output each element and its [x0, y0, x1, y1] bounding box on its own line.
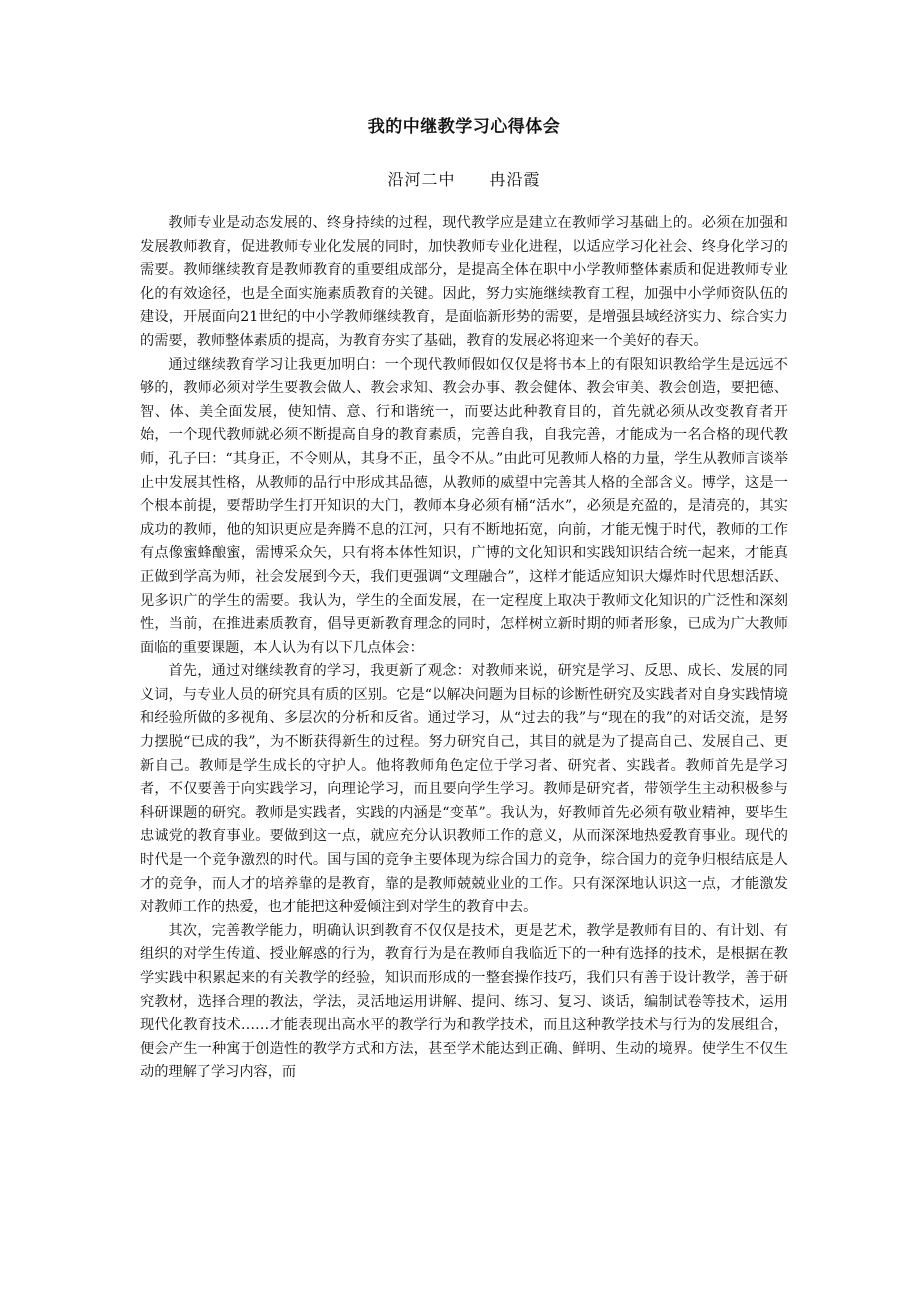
- paragraph: 首先，通过对继续教育的学习，我更新了观念：对教师来说，研究是学习、反思、成长、发展的同义词，与专业人员的研究具有质的区别。它是“以解决问题为目标的诊断性研究及实践者对自身实践情境和经验所做的多视角、多层次的分析和反省。通过学习，从“过去的我”与“现在的我”的对话交流，是努力摆脱“已成的我”，为不断获得新生的过程。努力研究自己，其目的就是为了提高自己、发展自己、更新自己。教师是学生成长的守护人。他将教师角色定位于学习者、研究者、实践者。教师首先是学习者，不仅要善于向实践学习，向理论学习，而且要向学生学习。教师是研究者，带领学生主动积极参与科研课题的研究。教师是实践者，实践的内涵是“变革”。我认为，好教师首先必须有敬业精神，要毕生忠诚党的教育事业。要做到这一点，就应充分认识教师工作的意义，从而深深地热爱教育事业。现代的时代是一个竞争激烈的时代。国与国的竞争主要体现为综合国力的竞争，综合国力的竞争归根结底是人才的竞争，而人才的培养靠的是教育，靠的是教师兢兢业业的工作。只有深深地认识这一点，才能激发对教师工作的热爱，也才能把这种爱倾注到对学生的教育中去。: [140, 663, 788, 916]
- paragraph: 通过继续教育学习让我更加明白：一个现代教师假如仅仅是将书本上的有限知识教给学生是远远不够的，教师必须对学生要教会做人、教会求知、教会办事、教会健体、教会审美、教会创造，要把德、智、体、美全面发展，使知情、意、行和谐统一，而要达此种教育目的，首先就必须从改变教育者开始，一个现代教师就必须不断提高自身的教育素质，完善自我，自我完善，才能成为一名合格的现代教师，孔子曰：“其身正，不令则从，其身不正，虽令不从。”由此可见教师人格的力量，学生从教师言谈举止中发展其性格，从教师的品行中形成其品德，从教师的威望中完善其人格的全部含义。博学，这是一个根本前提，要帮助学生打开知识的大门，教师本身必须有桶“活水”，必须是充盈的，是清亮的，其实成功的教师，他的知识更应是奔腾不息的江河，只有不断地拓宽，向前，才能无愧于时代，教师的工作有点像蜜蜂酿蜜，需博采众矢，只有将本体性知识，广博的文化知识和实践知识结合统一起来，才能真正做到学高为师，社会发展到今天，我们更强调“文理融合”，这样才能适应知识大爆炸时代思想活跃、见多识广的学生的需要。我认为，学生的全面发展，在一定程度上取决于教师文化知识的广泛性和深刻性，当前，在推进素质教育，倡导更新教育理念的同时，怎样树立新时期的师者形象，已成为广大教师面临的重要课题，本人认为有以下几点体会：: [140, 356, 788, 656]
- paragraph: 教师专业是动态发展的、终身持续的过程，现代教学应是建立在教师学习基础上的。必须在加强和发展教师教育，促进教师专业化发展的同时，加快教师专业化进程，以适应学习化社会、终身化学习的需要。教师继续教育是教师教育的重要组成部分，是提高全体在职中小学教师整体素质和促进教师专业化的有效途径，也是全面实施素质教育的关键。因此，努力实施继续教育工程，加强中小学师资队伍的建设，开展面向21世纪的中小学教师继续教育，是面临新形势的需要，是增强县域经济实力、综合实力的需要，教师整体素质的提高，为教育夯实了基础，教育的发展必将迎来一个美好的春天。: [140, 215, 788, 349]
- school-name: 沿河二中: [387, 170, 456, 189]
- document-title: 我的中继教学习心得体会: [367, 117, 561, 137]
- paragraph: 其次，完善教学能力，明确认识到教育不仅仅是技术，更是艺术，教学是教师有目的、有计划、有组织的对学生传道、授业解惑的行为，教育行为是在教师自我临近下的一种有选择的技术，是根据在教学实践中积累起来的有关教学的经验，知识而形成的一整套操作技巧，我们只有善于设计教学，善于研究教材，选择合理的教法，学法，灵活地运用讲解、提问、练习、复习、谈话，编制试卷等技术，运用现代化教育技术……才能表现出高水平的教学行为和教学技术，而且这种教学技术与行为的发展组合，便会产生一种寓于创造性的教学方式和方法，甚至学术能达到正确、鲜明、生动的境界。使学生不仅生动的理解了学习内容，而: [140, 922, 788, 1081]
- author-line: [140, 167, 788, 190]
- document-page: [140, 112, 788, 1085]
- author-name: 冉沿霞: [489, 170, 541, 189]
- document-body: [140, 212, 788, 1085]
